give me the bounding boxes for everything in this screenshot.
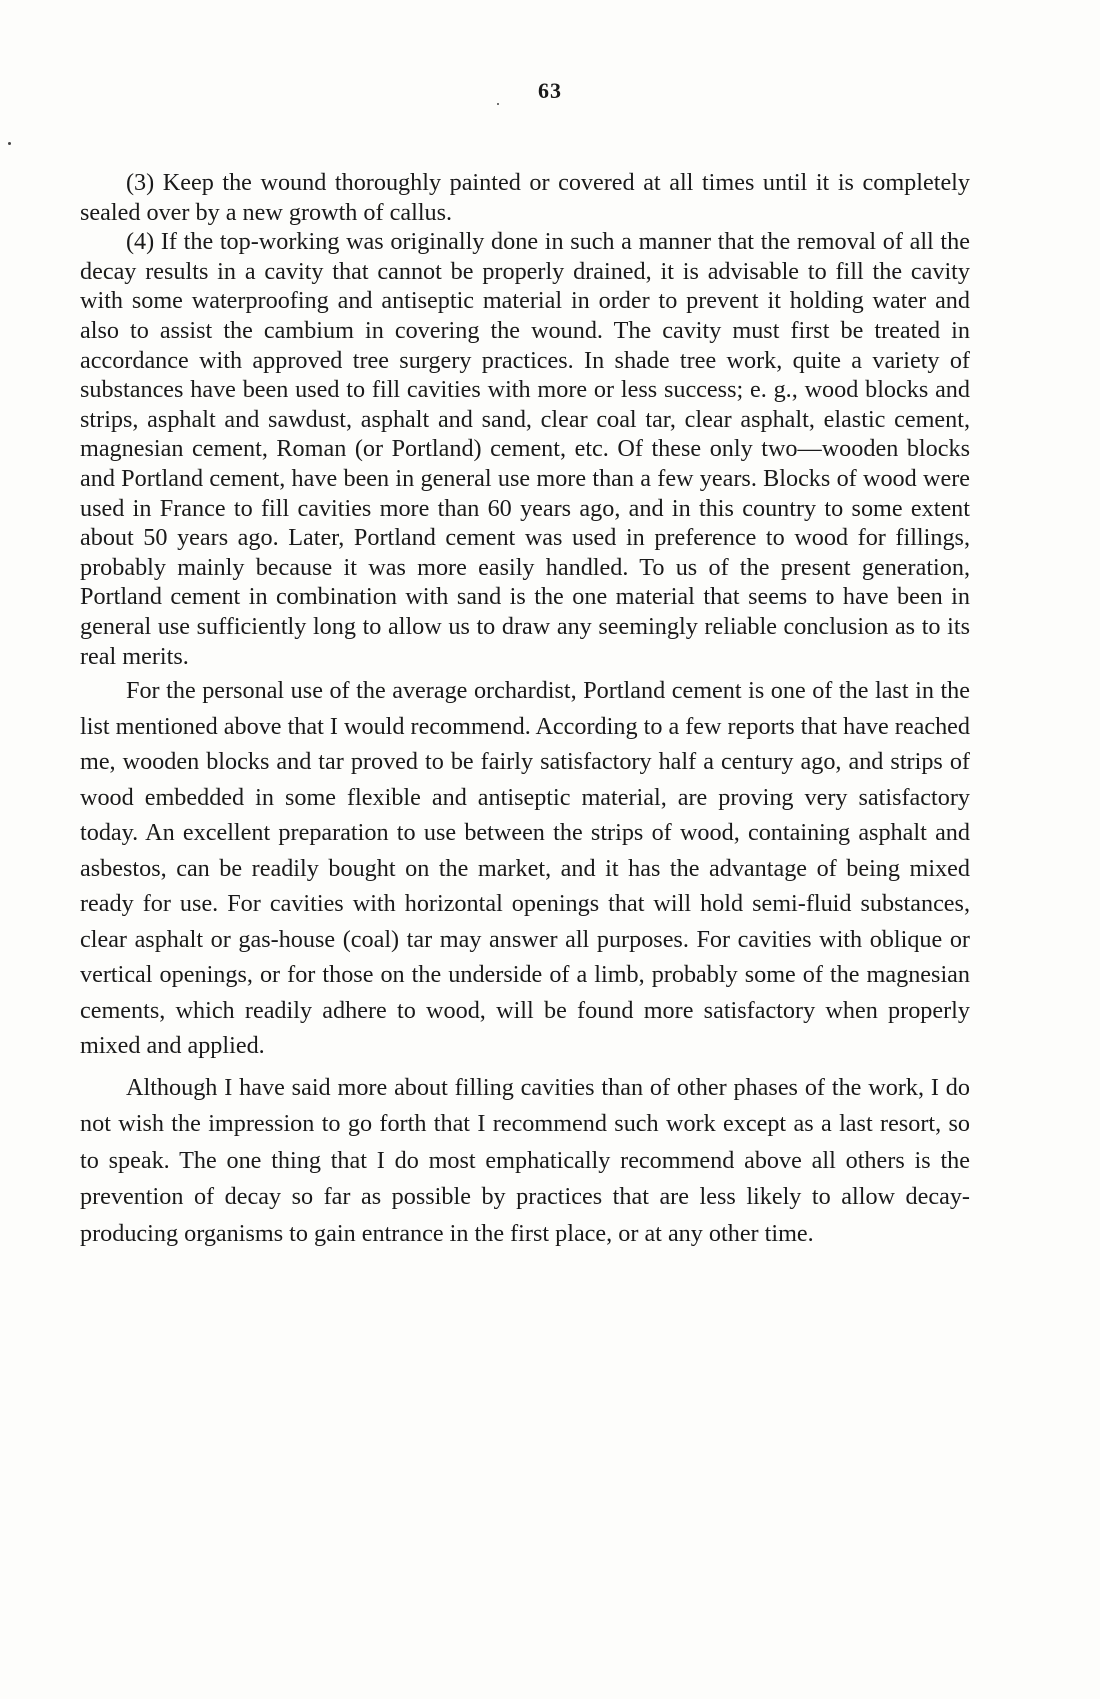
- scan-speck: [497, 103, 499, 105]
- page-body: [80, 168, 970, 1252]
- paragraph-step-4: (4) If the top-working was originally done in such a manner that the removal of all the decay results in a cavity that cannot be properly drained, it is advisable to fill the cavity with some waterproofing and antiseptic material in order to prevent it holding water and also to assist the cambium in covering the wound. The cavity must first be treated in accordance with approved tree surgery practices. In shade tree work, quite a variety of substances have been used to fill cavities with more or less success; e. g., wood blocks and strips, asphalt and sawdust, asphalt and sand, clear coal tar, clear asphalt, elastic cement, magnesian cement, Roman (or Portland) cement, etc. Of these only two—wooden blocks and Portland cement, have been in general use more than a few years. Blocks of wood were used in France to fill cavities more than 60 years ago, and in this country to some extent about 50 years ago. Later, Portland cement was used in preference to wood for fillings, probably mainly because it was more easily handled. To us of the present generation, Portland cement in combination with sand is the one material that seems to have been in general use sufficiently long to allow us to draw any seemingly reliable conclusion as to its real merits.: [80, 228, 970, 670]
- page-number: 63: [538, 78, 562, 103]
- paragraph-prevention: Although I have said more about filling cavities than of other phases of the work, I do not wish the impression to go forth that I recommend such work except as a last resort, so to speak. The one thing that I do most emphatically recommend above all others is the prevention of decay so far as possible by practices that are less likely to allow decay-producing organisms to gain entrance in the first place, or at any other time.: [80, 1073, 970, 1247]
- paragraph-step-3: (3) Keep the wound thoroughly painted or covered at all times until it is completely sealed over by a new growth of callus.: [80, 169, 970, 226]
- paragraph-orchardist-use: For the personal use of the average orchardist, Portland cement is one of the last in the list mentioned above that I would recommend. According to a few reports that have reached me, wooden blocks and tar proved to be fairly satisfactory half a century ago, and strips of wood embedded in some flexible and antiseptic material, are proving very satisfactory today. An excellent preparation to use between the strips of wood, containing asphalt and asbestos, can be readily bought on the market, and it has the advantage of being mixed ready for use. For cavities with horizontal openings that will hold semi-fluid substances, clear asphalt or gas-house (coal) tar may answer all purposes. For cavities with oblique or vertical openings, or for those on the underside of a limb, probably some of the magnesian cements, which readily adhere to wood, will be found more satisfactory when properly mixed and applied.: [80, 677, 970, 1060]
- scan-speck: [8, 142, 11, 145]
